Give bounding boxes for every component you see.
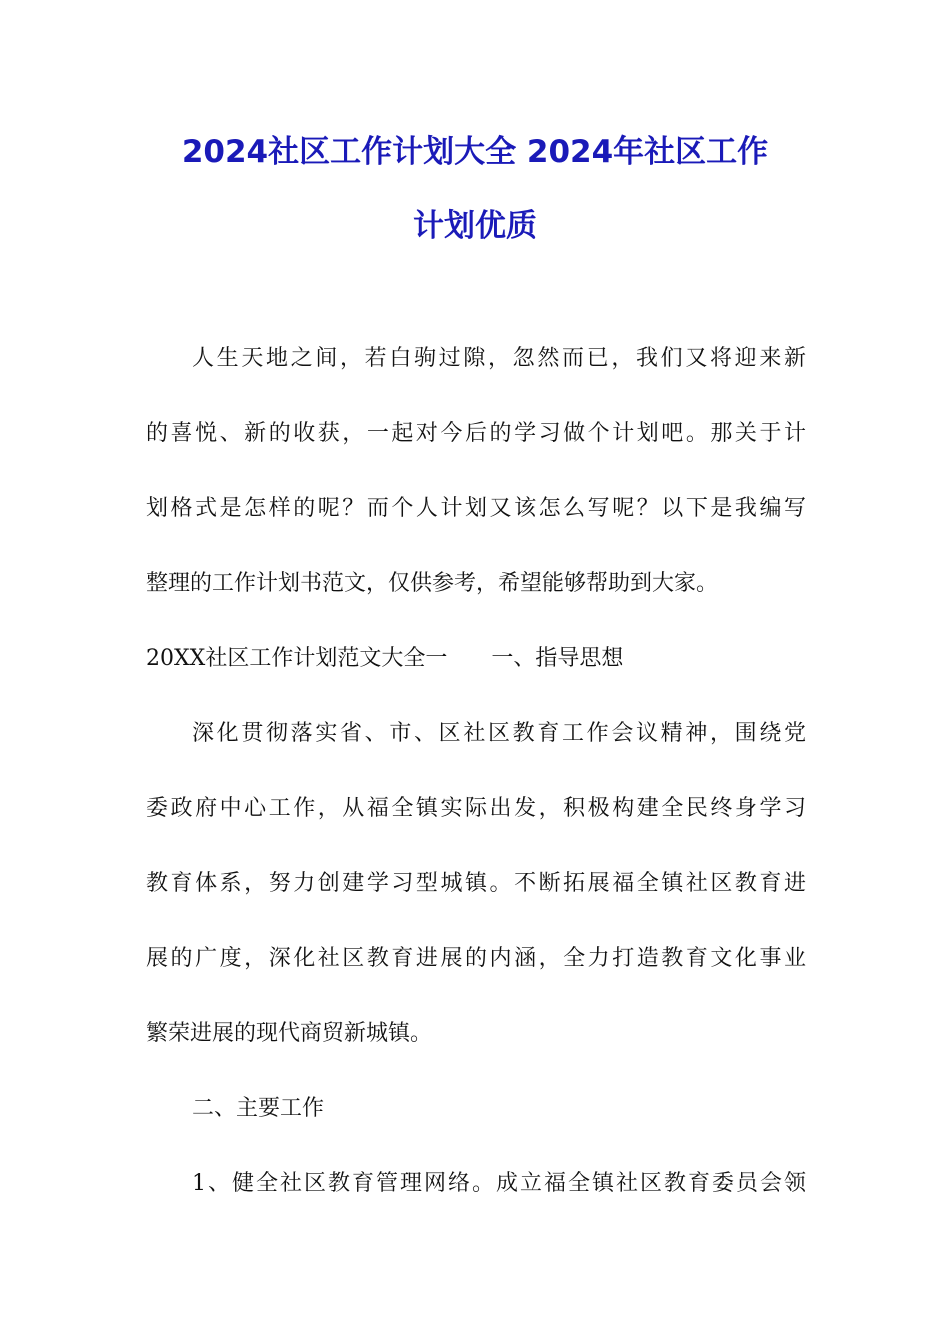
subheading-main-work: 二、主要工作 bbox=[192, 1096, 325, 1121]
paragraph-line: 展的广度，深化社区教育进展的内涵，全力打造教育文化事业 bbox=[146, 946, 806, 971]
paragraph-line: 委政府中心工作，从福全镇实际出发，积极构建全民终身学习 bbox=[146, 796, 806, 821]
paragraph-line: 整理的工作计划书范文，仅供参考，希望能够帮助到大家。 bbox=[146, 571, 719, 596]
paragraph-line: 划格式是怎样的呢？而个人计划又该怎么写呢？以下是我编写 bbox=[146, 496, 806, 521]
paragraph-line: 深化贯彻落实省、市、区社区教育工作会议精神，围绕党 bbox=[192, 721, 806, 746]
paragraph-line: 的喜悦、新的收获，一起对今后的学习做个计划吧。那关于计 bbox=[146, 421, 806, 446]
document-title-line-2: 计划优质 bbox=[413, 208, 537, 244]
document-title-line-1: 2024社区工作计划大全 2024年社区工作 bbox=[181, 134, 769, 170]
paragraph-line: 人生天地之间，若白驹过隙，忽然而已，我们又将迎来新 bbox=[192, 346, 806, 371]
list-item-line: 1、健全社区教育管理网络。成立福全镇社区教育委员会领 bbox=[192, 1171, 806, 1196]
paragraph-line: 繁荣进展的现代商贸新城镇。 bbox=[146, 1021, 433, 1046]
section-heading: 20XX社区工作计划范文大全一 一、指导思想 bbox=[146, 646, 624, 671]
paragraph-line: 教育体系，努力创建学习型城镇。不断拓展福全镇社区教育进 bbox=[146, 871, 806, 896]
